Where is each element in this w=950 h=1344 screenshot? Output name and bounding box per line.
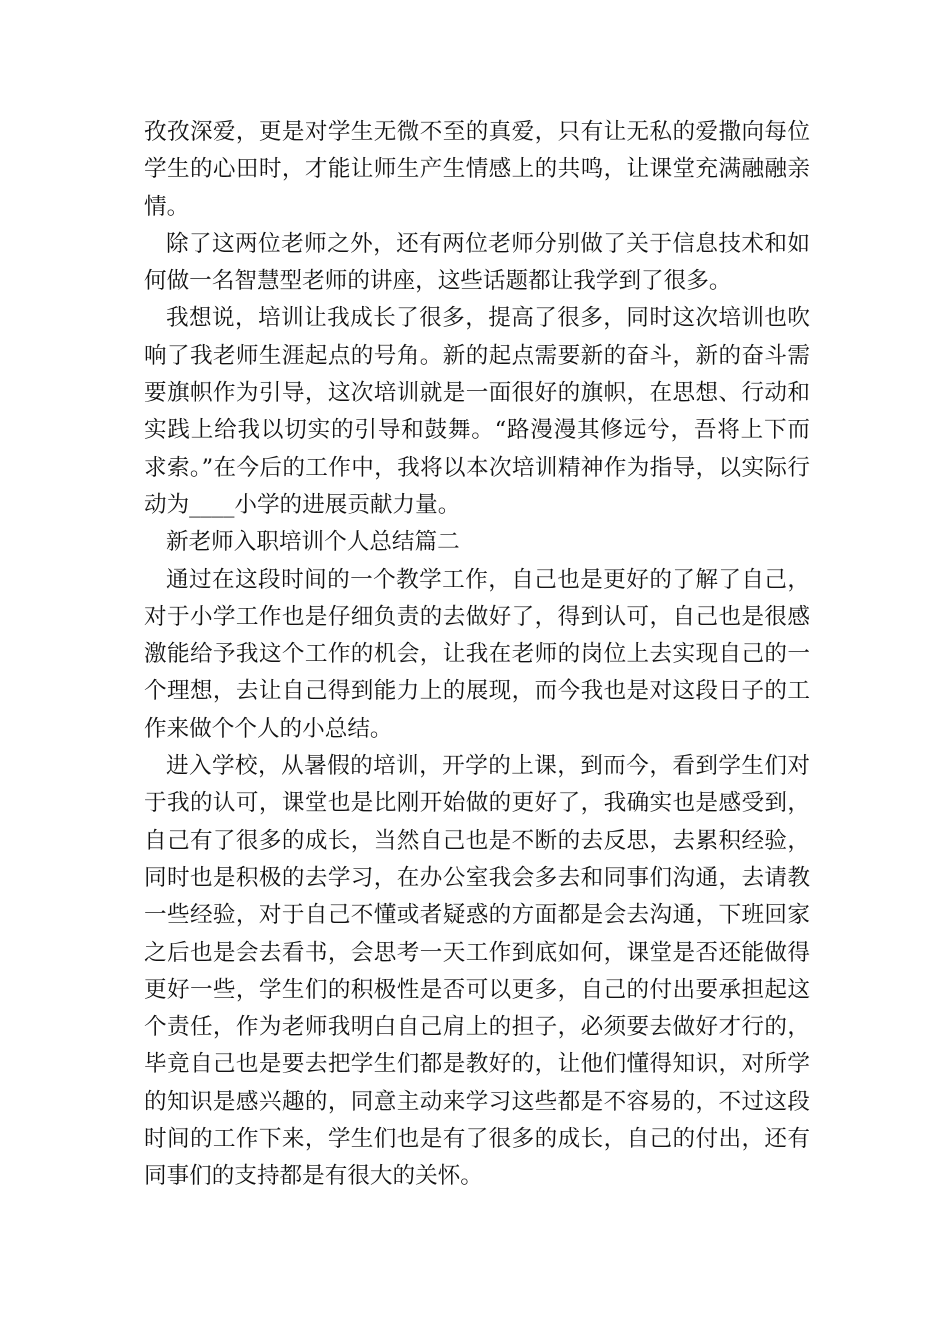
section-heading: 新老师入职培训个人总结篇二 bbox=[166, 529, 460, 556]
paragraph-training-growth: 我想说，培训让我成长了很多，提高了很多，同时这次培训也吹响了我老师生涯起点的号角。新的起点需要新的奋斗，新的奋斗需要旗帜作为引导，这次培训就是一面很好的旗帜，在思想、行动和实践上给我以切实的引导和鼓舞。“路漫漫其修远兮，吾将上下而求索。”在今后的工作中，我将以本次培训精神作为指导，以实际行动为____小学的进展贡献力量。 bbox=[144, 305, 810, 518]
paragraph-continuation: 孜孜深爱，更是对学生无微不至的真爱，只有让无私的爱撒向每位学生的心田时，才能让师生产生情感上的共鸣，让课堂充满融融亲情。 bbox=[144, 119, 810, 220]
paragraph-teaching-work: 通过在这段时间的一个教学工作，自己也是更好的了解了自己，对于小学工作也是仔细负责的去做好了，得到认可，自己也是很感激能给予我这个工作的机会，让我在老师的岗位上去实现自己的一个理想，去让自己得到能力上的展现，而今我也是对这段日子的工作来做个个人的小总结。 bbox=[144, 566, 810, 742]
paragraph-school-experience: 进入学校，从暑假的培训，开学的上课，到而今，看到学生们对于我的认可，课堂也是比刚开始做的更好了，我确实也是感受到，自己有了很多的成长，当然自己也是不断的去反思，去累积经验，同时也是积极的去学习，在办公室我会多去和同事们沟通，去请教一些经验，对于自己不懂或者疑惑的方面都是会去沟通，下班回家之后也是会去看书，会思考一天工作到底如何，课堂是否还能做得更好一些，学生们的积极性是否可以更多，自己的付出要承担起这个责任，作为老师我明白自己肩上的担子，必须要去做好才行的，毕竟自己也是要去把学生们都是教好的，让他们懂得知识，对所学的知识是感兴趣的，同意主动来学习这些都是不容易的，不过这段时间的工作下来，学生们也是有了很多的成长，自己的付出，还有同事们的支持都是有很大的关怀。 bbox=[144, 753, 810, 1190]
document-body bbox=[144, 114, 810, 1196]
paragraph-other-lectures: 除了这两位老师之外，还有两位老师分别做了关于信息技术和如何做一名智慧型老师的讲座，这些话题都让我学到了很多。 bbox=[144, 230, 810, 295]
